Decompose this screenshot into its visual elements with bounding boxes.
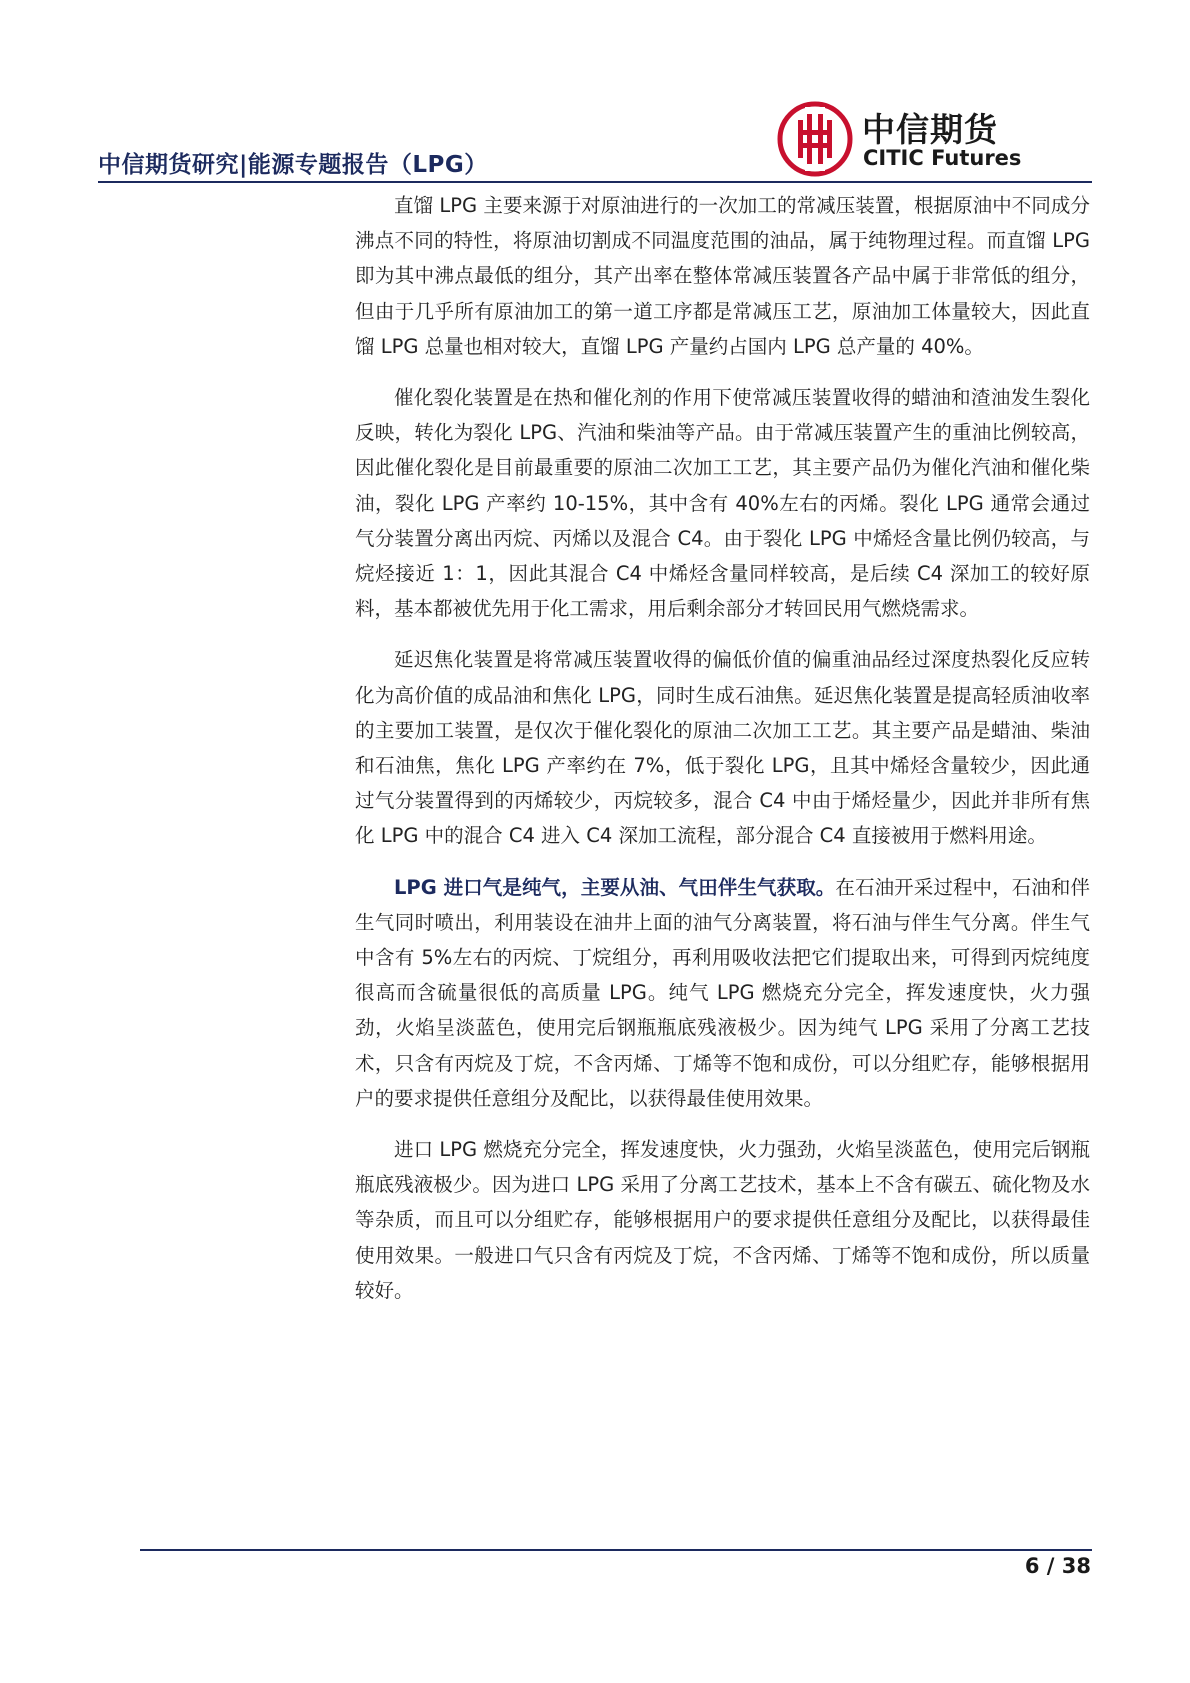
citic-emblem-icon	[776, 100, 854, 178]
paragraph-text: 进口 LPG 燃烧充分完全，挥发速度快，火力强劲，火焰呈淡蓝色，使用完后钢瓶瓶底残液极少。因为进口 LPG 采用了分离工艺技术，基本上不含有碳五、硫化物及水等杂质，而且可以分组贮存，能够根据用户的要求提供任意组分及配比，以获得最佳使用效果。一般进口气只含有丙烷及丁烷，不含丙烯、丁烯等不饱和成份，所以质量较好。	[355, 1138, 1090, 1302]
paragraph-text: 在石油开采过程中，石油和伴生气同时喷出，利用装设在油井上面的油气分离装置，将石油与伴生气分离。伴生气中含有 5%左右的丙烷、丁烷组分，再利用吸收法把它们提取出来，可得到丙烷纯度很高而含硫量很低的高质量 LPG。纯气 LPG 燃烧充分完全，挥发速度快，火力强劲，火焰呈淡蓝色，使用完后钢瓶瓶底残液极少。因为纯气 LPG 采用了分离工艺技术，只含有丙烷及丁烷，不含丙烯、丁烯等不饱和成份，可以分组贮存，能够根据用户的要求提供任意组分及配比，以获得最佳使用效果。	[355, 875, 1090, 1110]
paragraph-text: 催化裂化装置是在热和催化剂的作用下使常减压装置收得的蜡油和渣油发生裂化反映，转化为裂化 LPG、汽油和柴油等产品。由于常减压装置产生的重油比例较高，因此催化裂化是目前最重要的原油二次加工工艺，其主要产品仍为催化汽油和催化柴油，裂化 LPG 产率约 10-15%，其中含有 40%左右的丙烯。裂化 LPG 通常会通过气分装置分离出丙烷、丙烯以及混合 C4。由于裂化 LPG 中烯烃含量比例仍较高，与烷烃接近 1：1，因此其混合 C4 中烯烃含量同样较高，是后续 C4 深加工的较好原料，基本都被优先用于化工需求，用后剩余部分才转回民用气燃烧需求。	[355, 386, 1090, 621]
paragraph-imported-pure-gas	[355, 870, 1090, 1116]
paragraph-catalytic-cracking	[355, 380, 1090, 626]
report-body	[355, 188, 1090, 1324]
paragraph-delayed-coking	[355, 642, 1090, 853]
paragraph-text: 延迟焦化装置是将常减压装置收得的偏低价值的偏重油品经过深度热裂化反应转化为高价值的成品油和焦化 LPG，同时生成石油焦。延迟焦化装置是提高轻质油收率的主要加工装置，是仅次于催化裂化的原油二次加工工艺。其主要产品是蜡油、柴油和石油焦，焦化 LPG 产率约在 7%，低于裂化 LPG，且其中烯烃含量较少，因此通过气分装置得到的丙烯较少，丙烷较多，混合 C4 中由于烯烃量少，因此并非所有焦化 LPG 中的混合 C4 进入 C4 深加工流程，部分混合 C4 直接被用于燃料用途。	[355, 648, 1090, 848]
logo-chinese-name: 中信期货	[862, 110, 998, 149]
paragraph-text: 直馏 LPG 主要来源于对原油进行的一次加工的常减压装置，根据原油中不同成分沸点不同的特性，将原油切割成不同温度范围的油品，属于纯物理过程。而直馏 LPG 即为其中沸点最低的组分，其产出率在整体常减压装置各产品中属于非常低的组分，但由于几乎所有原油加工的第一道工序都是常减压工艺，原油加工体量较大，因此直馏 LPG 总量也相对较大，直馏 LPG 产量约占国内 LPG 总产量的 40%。	[355, 194, 1090, 358]
paragraph-straight-run-lpg	[355, 188, 1090, 364]
logo-english-name: CITIC Futures	[863, 146, 1022, 170]
footer-divider	[140, 1549, 1092, 1551]
paragraph-lead: LPG 进口气是纯气，主要从油、气田伴生气获取。	[394, 875, 836, 899]
report-title: 中信期货研究|能源专题报告（LPG）	[98, 152, 488, 178]
header-divider	[98, 181, 1092, 183]
paragraph-imported-lpg-quality	[355, 1132, 1090, 1308]
page-number: 6 / 38	[1024, 1554, 1091, 1578]
citic-futures-logo	[776, 100, 1022, 178]
